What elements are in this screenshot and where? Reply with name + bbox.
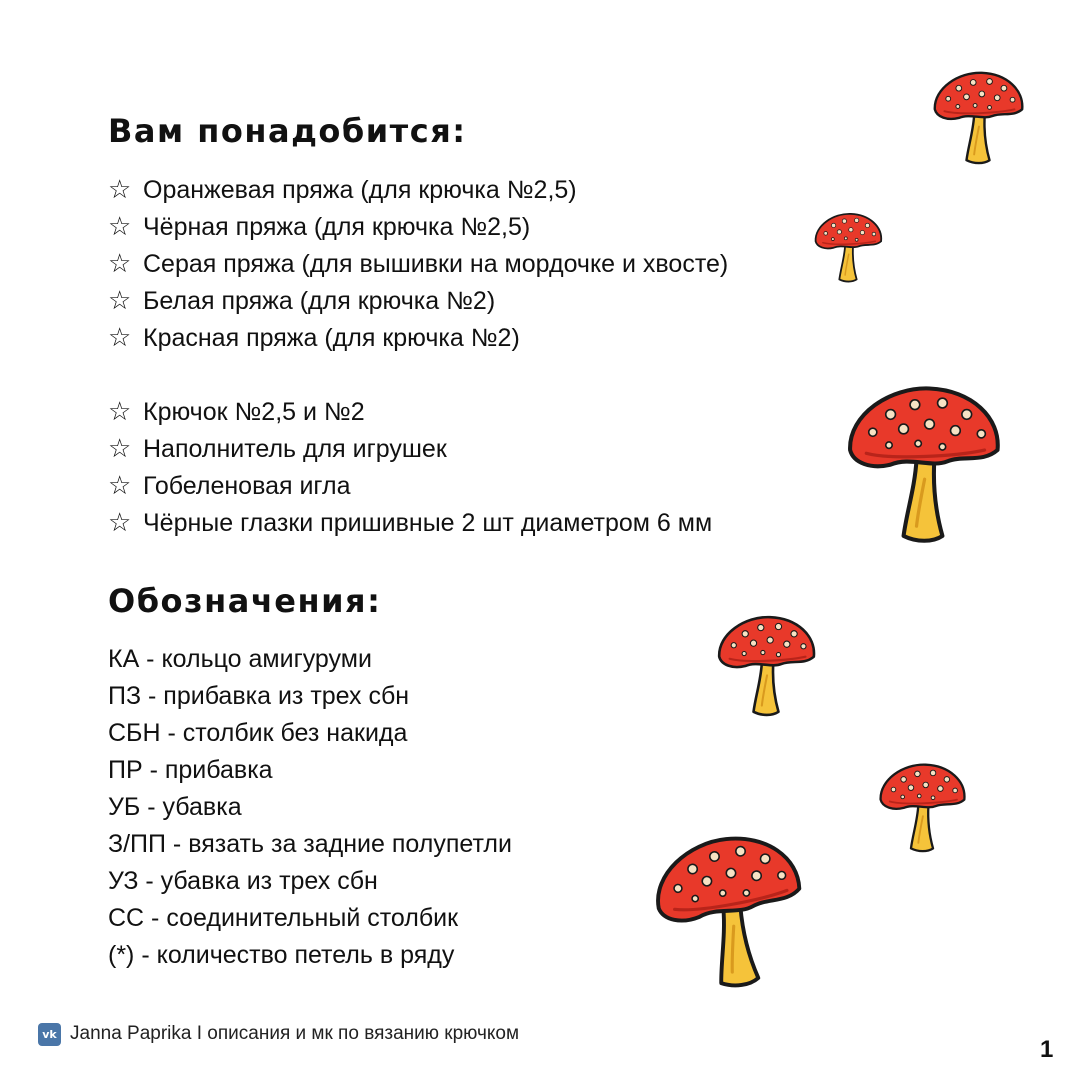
star-icon: ☆ (108, 323, 132, 353)
list-item: ПР - прибавка (108, 756, 273, 784)
star-icon: ☆ (108, 508, 132, 538)
footer-text: Janna Paprika I описания и мк по вязанию крючком (70, 1023, 520, 1044)
list-item: ☆ Оранжевая пряжа (для крючка №2,5) (108, 172, 728, 209)
materials-heading: Вам понадобится: (108, 112, 467, 150)
yarn-list (108, 172, 728, 357)
mushroom-icon (930, 66, 1026, 168)
list-item: КА - кольцо амигуруми (108, 645, 372, 673)
list-item: ☆ Крючок №2,5 и №2 (108, 394, 712, 431)
star-icon: ☆ (108, 286, 132, 316)
list-item: (*) - количество петель в ряду (108, 941, 455, 969)
list-item: ☆ Чёрные глазки пришивные 2 шт диаметром 6 мм (108, 505, 712, 542)
star-icon: ☆ (108, 397, 132, 427)
list-item: ПЗ - прибавка из трех сбн (108, 682, 410, 710)
mushroom-icon (876, 756, 968, 858)
tools-list (108, 394, 712, 542)
list-item: УБ - убавка (108, 793, 242, 821)
list-item: ☆ Серая пряжа (для вышивки на мордочке и хвосте) (108, 246, 728, 283)
mushroom-icon (640, 812, 819, 1010)
star-icon: ☆ (108, 434, 132, 464)
list-item: СС - соединительный столбик (108, 904, 459, 932)
legend-heading: Обозначения: (108, 582, 382, 620)
page-number: 1 (1040, 1036, 1054, 1063)
list-item: З/ПП - вязать за задние полупетли (108, 830, 512, 858)
list-item: ☆ Гобеленовая игла (108, 468, 712, 505)
star-icon: ☆ (108, 212, 132, 242)
list-item: УЗ - убавка из трех сбн (108, 867, 378, 895)
list-item: ☆ Наполнитель для игрушек (108, 431, 712, 468)
star-icon: ☆ (108, 471, 132, 501)
list-item: ☆ Чёрная пряжа (для крючка №2,5) (108, 209, 728, 246)
list-item: ☆ Красная пряжа (для крючка №2) (108, 320, 728, 357)
vk-logo-icon[interactable]: vk (38, 1023, 61, 1046)
footer (38, 1021, 519, 1047)
mushroom-icon (812, 206, 884, 288)
star-icon: ☆ (108, 175, 132, 205)
list-item: ☆ Белая пряжа (для крючка №2) (108, 283, 728, 320)
star-icon: ☆ (108, 249, 132, 279)
list-item: СБН - столбик без накида (108, 719, 408, 747)
legend-list (108, 641, 512, 974)
mushroom-icon (842, 374, 1004, 552)
mushroom-icon (714, 606, 818, 724)
